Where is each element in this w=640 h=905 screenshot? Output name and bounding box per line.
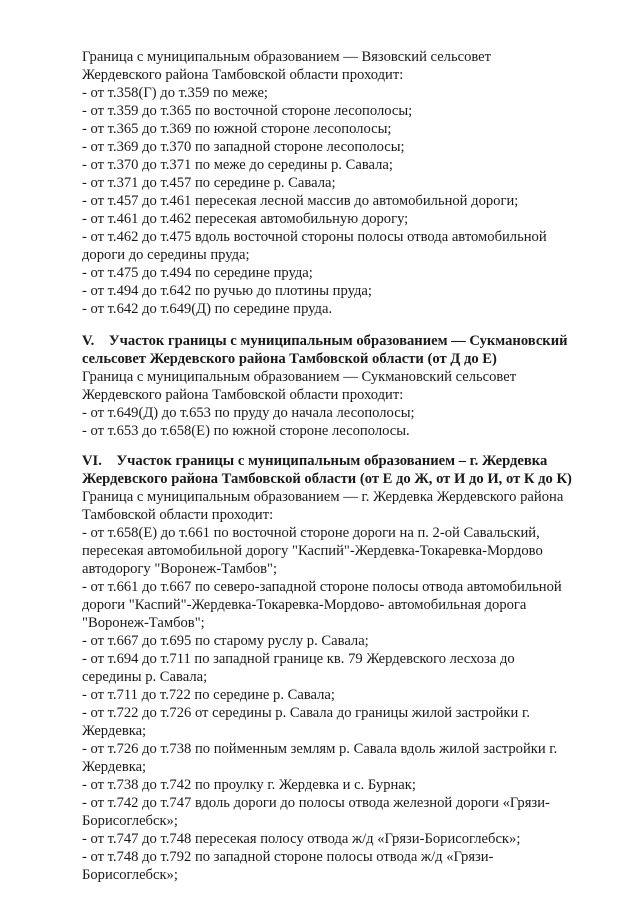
list-item: Жердевка;	[82, 723, 147, 739]
list-item: - от т.359 до т.365 по восточной стороне лесополосы;	[82, 103, 413, 119]
list-item: - от т.667 до т.695 по старому руслу р. Савала;	[82, 633, 369, 649]
list-item: - от т.365 до т.369 по южной стороне лесополосы;	[82, 121, 392, 137]
section-vi-intro-line-1: Граница с муниципальным образованием — г. Жердевка Жердевского района	[82, 489, 564, 505]
section-v-number: V.	[82, 333, 95, 349]
list-item: - от т.722 до т.726 от середины р. Савала до границы жилой застройки г.	[82, 705, 530, 721]
list-item: - от т.726 до т.738 по пойменным землям р. Савала вдоль жилой застройки г.	[82, 741, 558, 757]
list-item: "Воронеж-Тамбов";	[82, 615, 205, 631]
section-iv-intro-line-1: Граница с муниципальным образованием — Вязовский сельсовет	[82, 49, 492, 65]
section-v-intro-line-2: Жердевского района Тамбовской области проходит:	[82, 387, 404, 403]
list-item: - от т.738 до т.742 по проулку г. Жердевка и с. Бурнак;	[82, 777, 416, 793]
list-item: - от т.658(Е) до т.661 по восточной стороне дороги на п. 2-ой Савальский,	[82, 525, 540, 541]
section-v-title-line-1: Участок границы с муниципальным образованием — Сукмановский	[108, 333, 568, 349]
section-v-title-line-2: сельсовет Жердевского района Тамбовской области (от Д до Е)	[82, 351, 497, 367]
list-item: - от т.494 до т.642 по ручью до плотины пруда;	[82, 283, 372, 299]
list-item: - от т.694 до т.711 по западной границе кв. 79 Жердевского лесхоза до	[82, 651, 515, 667]
list-item: - от т.747 до т.748 пересекая полосу отвода ж/д «Грязи-Борисоглебск»;	[82, 831, 521, 847]
list-item: Борисоглебск»;	[82, 867, 178, 883]
list-item: - от т.369 до т.370 по западной стороне лесополосы;	[82, 139, 405, 155]
list-item: - от т.642 до т.649(Д) по середине пруда.	[82, 301, 333, 317]
list-item: - от т.748 до т.792 по западной стороне полосы отвода ж/д «Грязи-	[82, 849, 494, 865]
list-item: - от т.649(Д) до т.653 по пруду до начала лесополосы;	[82, 405, 415, 421]
section-vi-intro-line-2: Тамбовской области проходит:	[82, 507, 274, 523]
list-item: - от т.653 до т.658(Е) по южной стороне лесополосы.	[82, 423, 410, 439]
section-iv-intro-line-2: Жердевского района Тамбовской области проходит:	[82, 67, 404, 83]
list-item: - от т.461 до т.462 пересекая автомобильную дорогу;	[82, 211, 409, 227]
section-vi-title-line-1: Участок границы с муниципальным образованием – г. Жердевка	[116, 453, 548, 469]
list-item: дороги "Каспий"-Жердевка-Токаревка-Мордово- автомобильная дорога	[82, 597, 527, 613]
section-v-intro-line-1: Граница с муниципальным образованием — Сукмановский сельсовет	[82, 369, 517, 385]
list-item: Борисоглебск»;	[82, 813, 178, 829]
list-item: - от т.711 до т.722 по середине р. Савала;	[82, 687, 335, 703]
list-item: - от т.371 до т.457 по середине р. Савала;	[82, 175, 336, 191]
section-v-heading-line-1	[82, 332, 568, 350]
list-item: середины р. Савала;	[82, 669, 208, 685]
list-item: - от т.457 до т.461 пересекая лесной массив до автомобильной дороги;	[82, 193, 519, 209]
list-item: дороги до середины пруда;	[82, 247, 250, 263]
list-item: - от т.475 до т.494 по середине пруда;	[82, 265, 313, 281]
section-vi-heading-line-1	[82, 452, 547, 470]
section-vi-number: VI.	[82, 453, 102, 469]
list-item: пересекая автомобильной дорогу "Каспий"-Жердевка-Токаревка-Мордово	[82, 543, 543, 559]
list-item: - от т.462 до т.475 вдоль восточной стороны полосы отвода автомобильной	[82, 229, 547, 245]
list-item: - от т.358(Г) до т.359 по меже;	[82, 85, 268, 101]
list-item: автодорогу "Воронеж-Тамбов";	[82, 561, 278, 577]
list-item: Жердевка;	[82, 759, 147, 775]
section-vi-title-line-2: Жердевского района Тамбовской области (от Е до Ж, от И до И, от К до К)	[82, 471, 572, 487]
list-item: - от т.370 до т.371 по меже до середины р. Савала;	[82, 157, 393, 173]
list-item: - от т.742 до т.747 вдоль дороги до полосы отвода железной дороги «Грязи-	[82, 795, 550, 811]
list-item: - от т.661 до т.667 по северо-западной стороне полосы отвода автомобильной	[82, 579, 562, 595]
